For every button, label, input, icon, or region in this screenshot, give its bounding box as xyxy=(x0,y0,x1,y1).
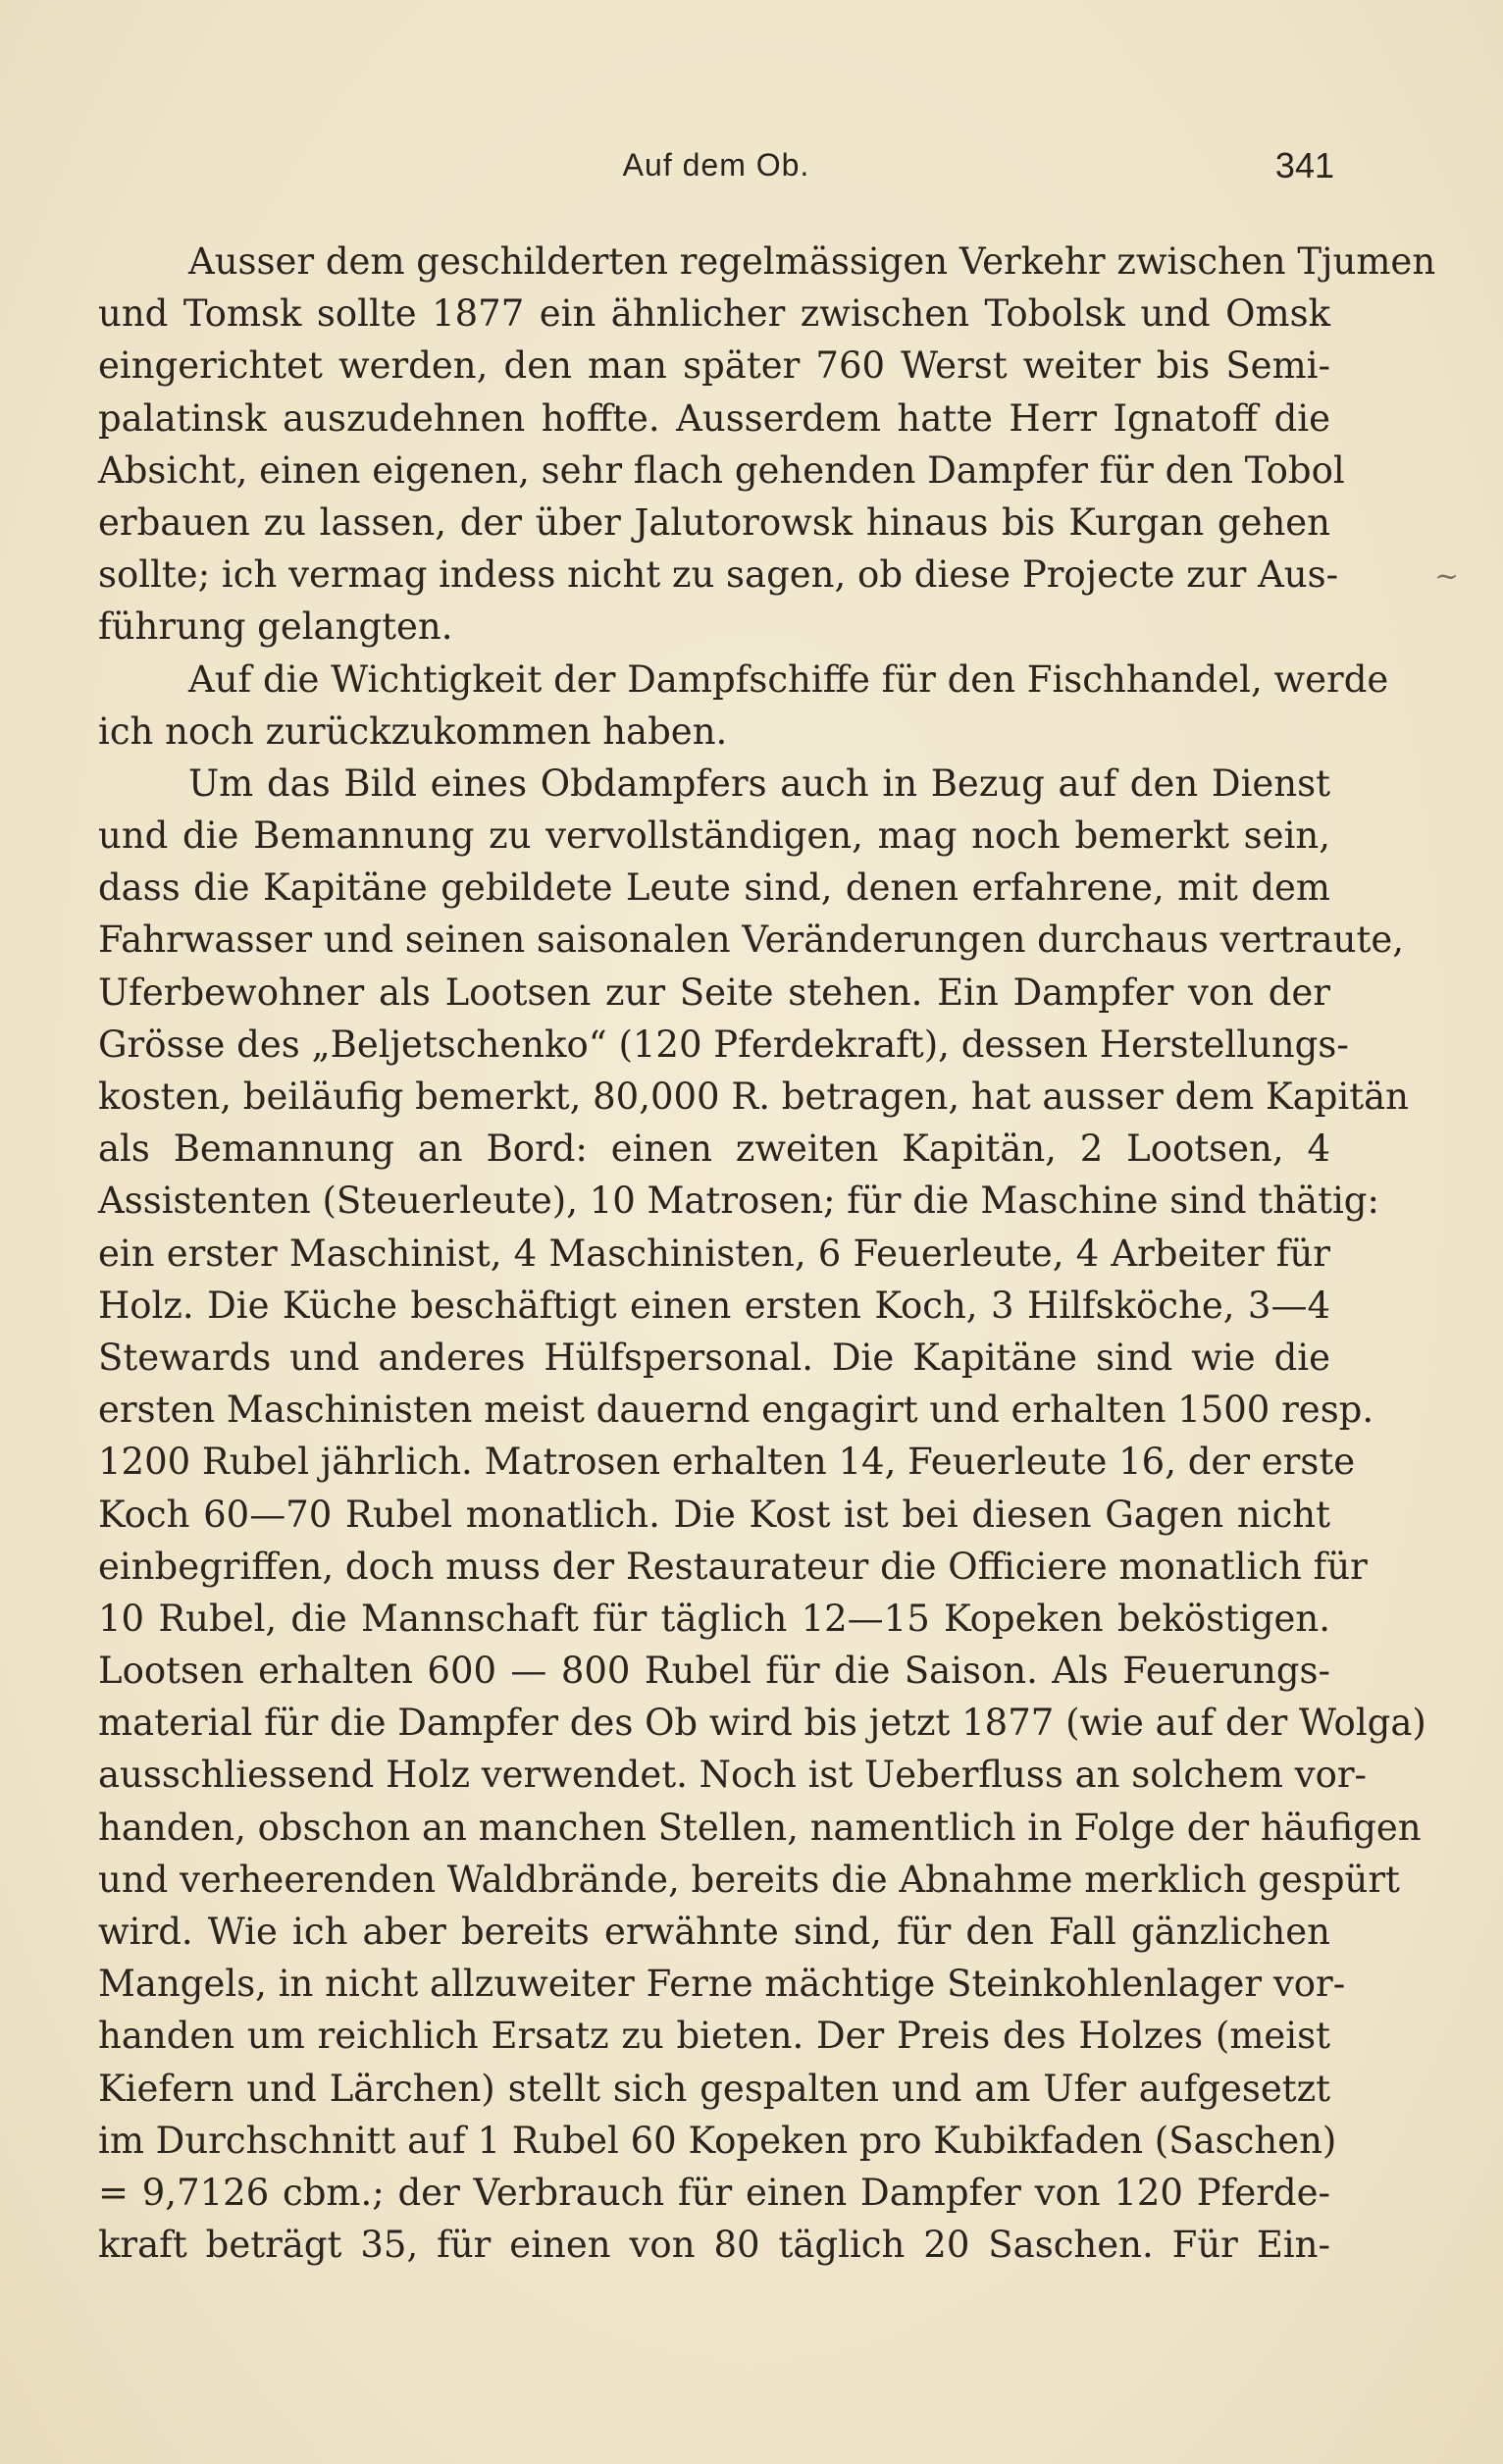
text-line: Holz. Die Küche beschäftigt einen ersten Koch, 3 Hilfsköche, 3—4 xyxy=(98,1284,1330,1327)
text-line: kraft beträgt 35, für einen von 80 täglich 20 Saschen. Für Ein- xyxy=(98,2224,1330,2267)
text-line: Mangels, in nicht allzuweiter Ferne mächtige Steinkohlenlager vor- xyxy=(98,1963,1346,2006)
text-line: und Tomsk sollte 1877 ein ähnlicher zwischen Tobolsk und Omsk xyxy=(98,292,1330,336)
text-line: 1200 Rubel jährlich. Matrosen erhalten 14, Feuerleute 16, der erste xyxy=(98,1441,1356,1484)
text-line: Kiefern und Lärchen) stellt sich gespalten und am Ufer aufgesetzt xyxy=(98,2067,1330,2110)
text-line: Ausser dem geschilderten regelmässigen Verkehr zwischen Tjumen xyxy=(188,240,1436,283)
text-line: Stewards und anderes Hülfspersonal. Die Kapitäne sind wie die xyxy=(98,1336,1330,1379)
text-line: und die Bemannung zu vervollständigen, mag noch bemerkt sein, xyxy=(98,814,1330,858)
text-line: Koch 60—70 Rubel monatlich. Die Kost ist bei diesen Gagen nicht xyxy=(98,1493,1330,1536)
running-title: Auf dem Ob. xyxy=(622,147,810,183)
text-line: wird. Wie ich aber bereits erwähnte sind, für den Fall gänzlichen xyxy=(98,1911,1330,1953)
margin-mark: ~ xyxy=(1434,559,1460,594)
text-line: Auf die Wichtigkeit der Dampfschiffe für den Fischhandel, werde xyxy=(188,657,1389,701)
text-line: erbauen zu lassen, der über Jalutorowsk hinaus bis Kurgan gehen xyxy=(98,500,1330,544)
text-line: Assistenten (Steuerleute), 10 Matrosen; für die Maschine sind thätig: xyxy=(98,1180,1379,1223)
running-head xyxy=(98,147,1334,196)
text-line: 10 Rubel, die Mannschaft für täglich 12—15 Kopeken beköstigen. xyxy=(98,1597,1330,1640)
text-line: handen um reichlich Ersatz zu bieten. Der Preis des Holzes (meist xyxy=(98,2015,1330,2058)
page-number: 341 xyxy=(1274,145,1334,185)
text-line: Grösse des „Beljetschenko“ (120 Pferdekraft), dessen Herstellungs- xyxy=(98,1022,1349,1066)
text-line: handen, obschon an manchen Stellen, namentlich in Folge der häufigen xyxy=(98,1806,1422,1849)
text-line: und verheerenden Waldbrände, bereits die Abnahme merklich gespürt xyxy=(98,1858,1400,1901)
text-line: einbegriffen, doch muss der Restaurateur die Officiere monatlich für xyxy=(98,1545,1368,1588)
text-line: kosten, beiläufig bemerkt, 80,000 R. betragen, hat ausser dem Kapitän xyxy=(98,1075,1409,1118)
text-line: dass die Kapitäne gebildete Leute sind, denen erfahrene, mit dem xyxy=(98,866,1330,910)
text-line: führung gelangten. xyxy=(98,605,453,649)
text-line: eingerichtet werden, den man später 760 Werst weiter bis Semi- xyxy=(98,344,1330,388)
text-line: als Bemannung an Bord: einen zweiten Kapitän, 2 Lootsen, 4 xyxy=(98,1127,1330,1171)
text-line: Um das Bild eines Obdampfers auch in Bezug auf den Dienst xyxy=(188,761,1330,805)
text-line: palatinsk auszudehnen hoffte. Ausserdem hatte Herr Ignatoff die xyxy=(98,396,1330,440)
text-line: = 9,7126 cbm.; der Verbrauch für einen Dampfer von 120 Pferde- xyxy=(98,2171,1330,2214)
text-line: Fahrwasser und seinen saisonalen Veränderungen durchaus vertraute, xyxy=(98,918,1405,962)
text-line: ein erster Maschinist, 4 Maschinisten, 6 Feuerleute, 4 Arbeiter für xyxy=(98,1232,1330,1275)
text-line: ersten Maschinisten meist dauernd engagirt und erhalten 1500 resp. xyxy=(98,1389,1374,1432)
text-line: sollte; ich vermag indess nicht zu sagen, ob diese Projecte zur Aus- xyxy=(98,553,1339,597)
text-line: Uferbewohner als Lootsen zur Seite stehen. Ein Dampfer von der xyxy=(98,970,1330,1014)
text-line: Absicht, einen eigenen, sehr flach gehenden Dampfer für den Tobol xyxy=(98,448,1345,492)
text-line: Lootsen erhalten 600 — 800 Rubel für die Saison. Als Feuerungs- xyxy=(98,1650,1330,1693)
text-line: material für die Dampfer des Ob wird bis jetzt 1877 (wie auf der Wolga) xyxy=(98,1702,1426,1745)
text-line: im Durchschnitt auf 1 Rubel 60 Kopeken pro Kubikfaden (Saschen) xyxy=(98,2119,1337,2162)
text-line: ausschliessend Holz verwendet. Noch ist Ueberfluss an solchem vor- xyxy=(98,1754,1368,1797)
text-line: ich noch zurückzukommen haben. xyxy=(98,709,728,753)
body-text xyxy=(98,236,1436,2271)
